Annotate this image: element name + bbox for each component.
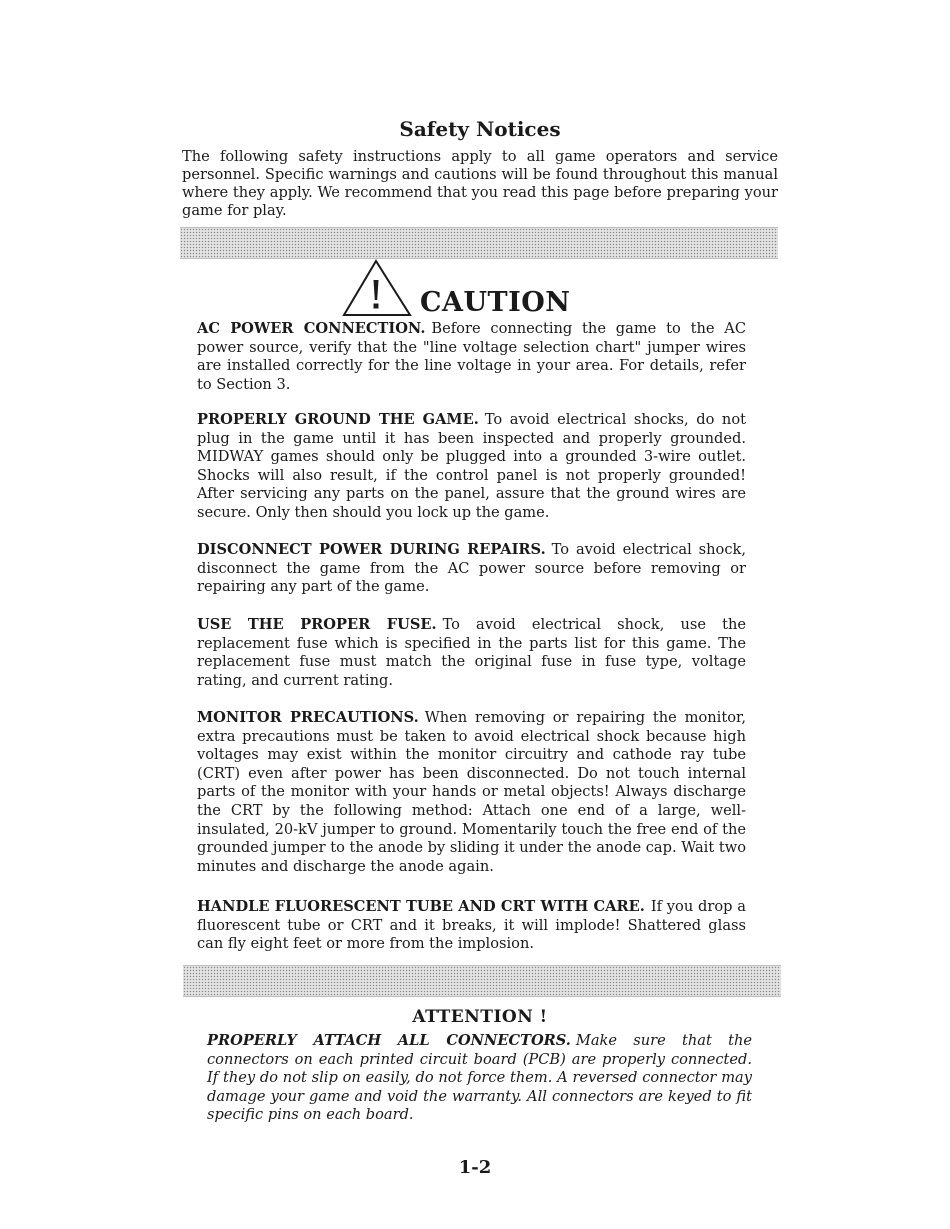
warning-triangle-icon [340, 258, 420, 318]
notice-ground [197, 411, 746, 523]
stipple-divider-top [180, 227, 778, 259]
stipple-divider-bottom [183, 965, 781, 997]
notice-body: If you drop a fluorescent tube or CRT and it breaks, it will implode! Shattered glass can fly eight feet or more from the implosion. [197, 898, 746, 953]
notice-monitor [197, 709, 746, 876]
notice-proper-fuse [197, 616, 746, 690]
caution-heading [340, 258, 580, 318]
attention-lead: PROPERLY ATTACH ALL CONNECTORS. [207, 1032, 571, 1049]
notice-heading: MONITOR PRECAUTIONS. [197, 709, 419, 726]
notice-heading: PROPERLY GROUND THE GAME. [197, 411, 479, 428]
notice-disconnect-power [197, 541, 746, 597]
attention-paragraph [207, 1032, 752, 1125]
notice-ac-power [197, 320, 746, 394]
attention-body: Make sure that the connectors on each printed circuit board (PCB) are properly connected. If they do not slip on easily, do not force them. A reversed connector may damage your game and void the warranty. All connectors are keyed to fit specific pins on each board. [207, 1032, 752, 1123]
notice-heading: USE THE PROPER FUSE. [197, 616, 437, 633]
page-number: 1-2 [458, 1157, 492, 1178]
notice-body: Before connecting the game to the AC power source, verify that the "line voltage selection chart" jumper wires are installed correctly for the line voltage in your area. For details, refer to Section 3. [197, 320, 746, 393]
notice-heading: DISCONNECT POWER DURING REPAIRS. [197, 541, 546, 558]
notice-body: To avoid electrical shock, disconnect the game from the AC power source before removing or repairing any part of the game. [197, 541, 746, 596]
notice-heading: HANDLE FLUORESCENT TUBE AND CRT WITH CARE. [197, 898, 645, 915]
attention-heading: ATTENTION ! [412, 1007, 548, 1027]
notice-body: To avoid electrical shocks, do not plug in the game until it has been inspected and properly grounded. MIDWAY games should only be plugged into a grounded 3-wire outlet. Shocks will also result, if the control panel is not properly grounded! After servicing any parts on the panel, assure that the ground wires are secure. Only then should you lock up the game. [197, 411, 746, 521]
notice-body: When removing or repairing the monitor, extra precautions must be taken to avoid electrical shock because high voltages may exist within the monitor circuitry and cathode ray tube (CRT) even after power has been disconnected. Do not touch internal parts of the monitor with your hands or metal objects! Always discharge the CRT by the following method: Attach one end of a large, well-insulated, 20-kV jumper to ground. Momentarily touch the free end of the grounded jumper to the anode by sliding it under the anode cap. Wait two minutes and discharge the anode again. [197, 709, 746, 875]
caution-label: CAUTION [420, 287, 571, 318]
notice-heading: AC POWER CONNECTION. [197, 320, 426, 337]
notice-fluorescent-tube [197, 898, 746, 954]
intro-paragraph: The following safety instructions apply to all game operators and service personnel. Specific warnings and cautions will be found throughout this manual where they apply. We recommend that you read this page before preparing your game for play. [182, 148, 778, 219]
notice-body: To avoid electrical shock, use the replacement fuse which is specified in the parts list for this game. The replacement fuse must match the original fuse in fuse type, voltage rating, and current rating. [197, 616, 746, 689]
page-title: Safety Notices [399, 117, 561, 141]
